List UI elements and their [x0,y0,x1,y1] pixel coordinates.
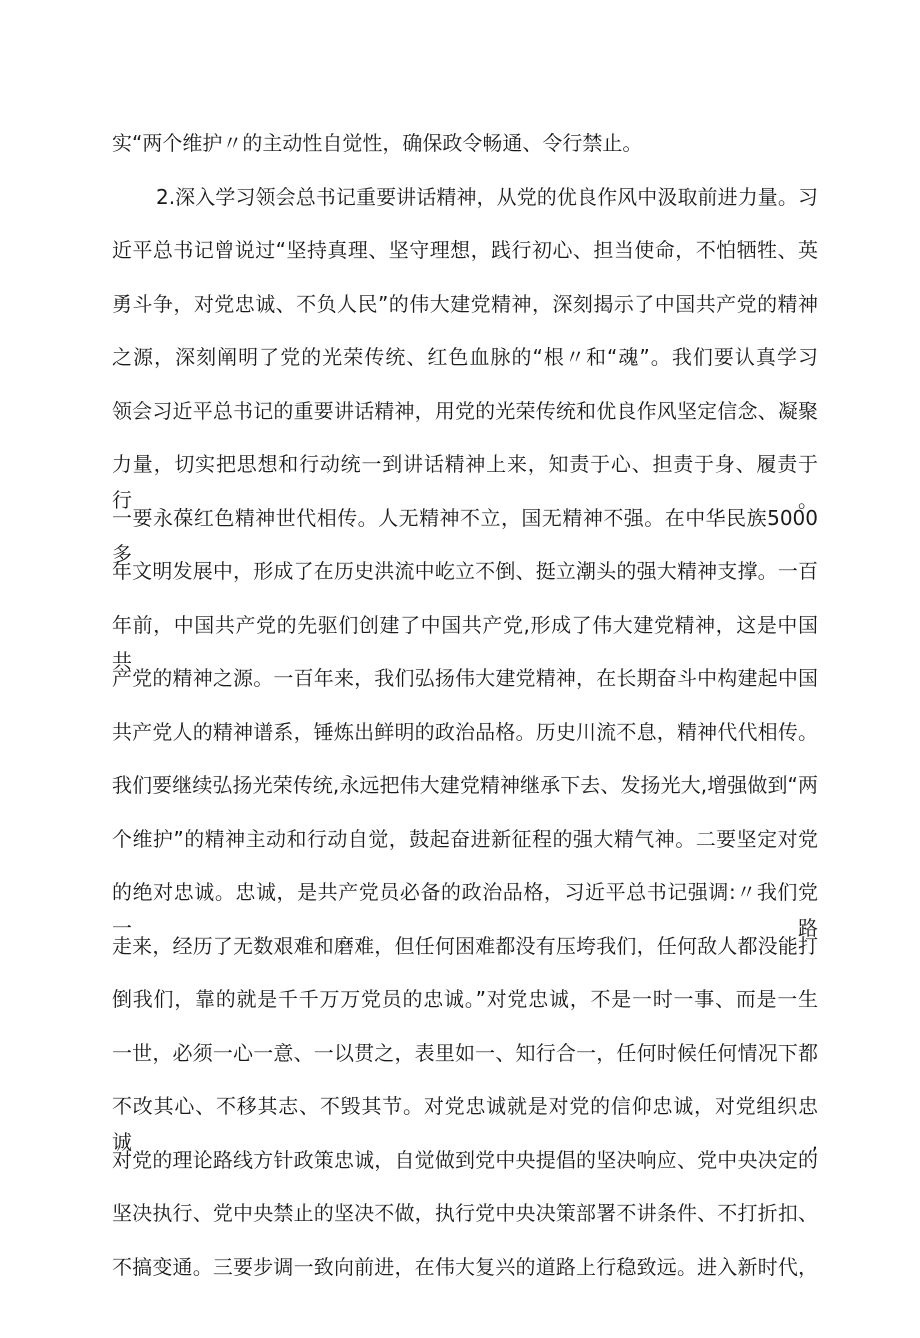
text-line: 倒我们，靠的就是千千万万党员的忠诚。”对党忠诚，不是一时一事、而是一生 [112,987,818,1011]
text-line: 领会习近平总书记的重要讲话精神，用党的光荣传统和优良作风坚定信念、凝聚 [112,399,818,423]
text-line: 我们要继续弘扬光荣传统,永远把伟大建党精神继承下去、发扬光大,增强做到“两 [112,773,818,797]
text-line: 年文明发展中，形成了在历史洪流中屹立不倒、挺立潮头的强大精神支撑。一百 [112,559,818,583]
paragraph-start-line: 2.深入学习领会总书记重要讲话精神，从党的优良作风中汲取前进力量。习 [156,185,818,209]
text-line: 对党的理论路线方针政策忠诚，自觉做到党中央提倡的坚决响应、党中央决定的 [112,1148,818,1172]
text-line: 产党的精神之源。一百年来，我们弘扬伟大建党精神，在长期奋斗中构建起中国 [112,666,818,690]
text-line: 近平总书记曾说过“坚持真理、坚守理想，践行初心、担当使命，不怕牺牲、英 [112,238,818,262]
text-line: 不改其心、不移其志、不毁其节。对党忠诚就是对党的信仰忠诚，对党组织忠诚, [112,1094,818,1154]
text-line: 之源，深刻阐明了党的光荣传统、红色血脉的“根〃和“魂”。我们要认真学习 [112,345,818,369]
text-line: 年前，中国共产党的先驱们创建了中国共产党,形成了伟大建党精神，这是中国共 [112,613,818,673]
text-line: 坚决执行、党中央禁止的坚决不做，执行党中央决策部署不讲条件、不打折扣、 [112,1201,818,1225]
text-line: 走来，经历了无数艰难和磨难，但任何困难都没有压垮我们，任何敌人都没能打 [112,934,818,958]
text-line: 共产党人的精神谱系，锤炼出鲜明的政治品格。历史川流不息，精神代代相传。 [112,720,818,744]
text-line: 勇斗争，对党忠诚、不负人民”的伟大建党精神，深刻揭示了中国共产党的精神 [112,292,818,316]
text-line: 一要永葆红色精神世代相传。人无精神不立，国无精神不强。在中华民族5000多 [112,506,818,566]
text-line: 力量，切实把思想和行动统一到讲话精神上来，知责于心、担责于身、履责于行。 [112,452,818,512]
text-line: 一世，必须一心一意、一以贯之，表里如一、知行合一，任何时候任何情况下都 [112,1041,818,1065]
text-line: 个维护”的精神主动和行动自觉，鼓起奋进新征程的强大精气神。二要坚定对党 [112,827,818,851]
text-line: 的绝对忠诚。忠诚，是共产党员必备的政治品格，习近平总书记强调:〃我们党一路 [112,880,818,940]
text-line: 不搞变通。三要步调一致向前进，在伟大复兴的道路上行稳致远。进入新时代， [112,1255,818,1279]
text-line: 实“两个维护〃的主动性自觉性，确保政令畅通、令行禁止。 [112,131,643,155]
